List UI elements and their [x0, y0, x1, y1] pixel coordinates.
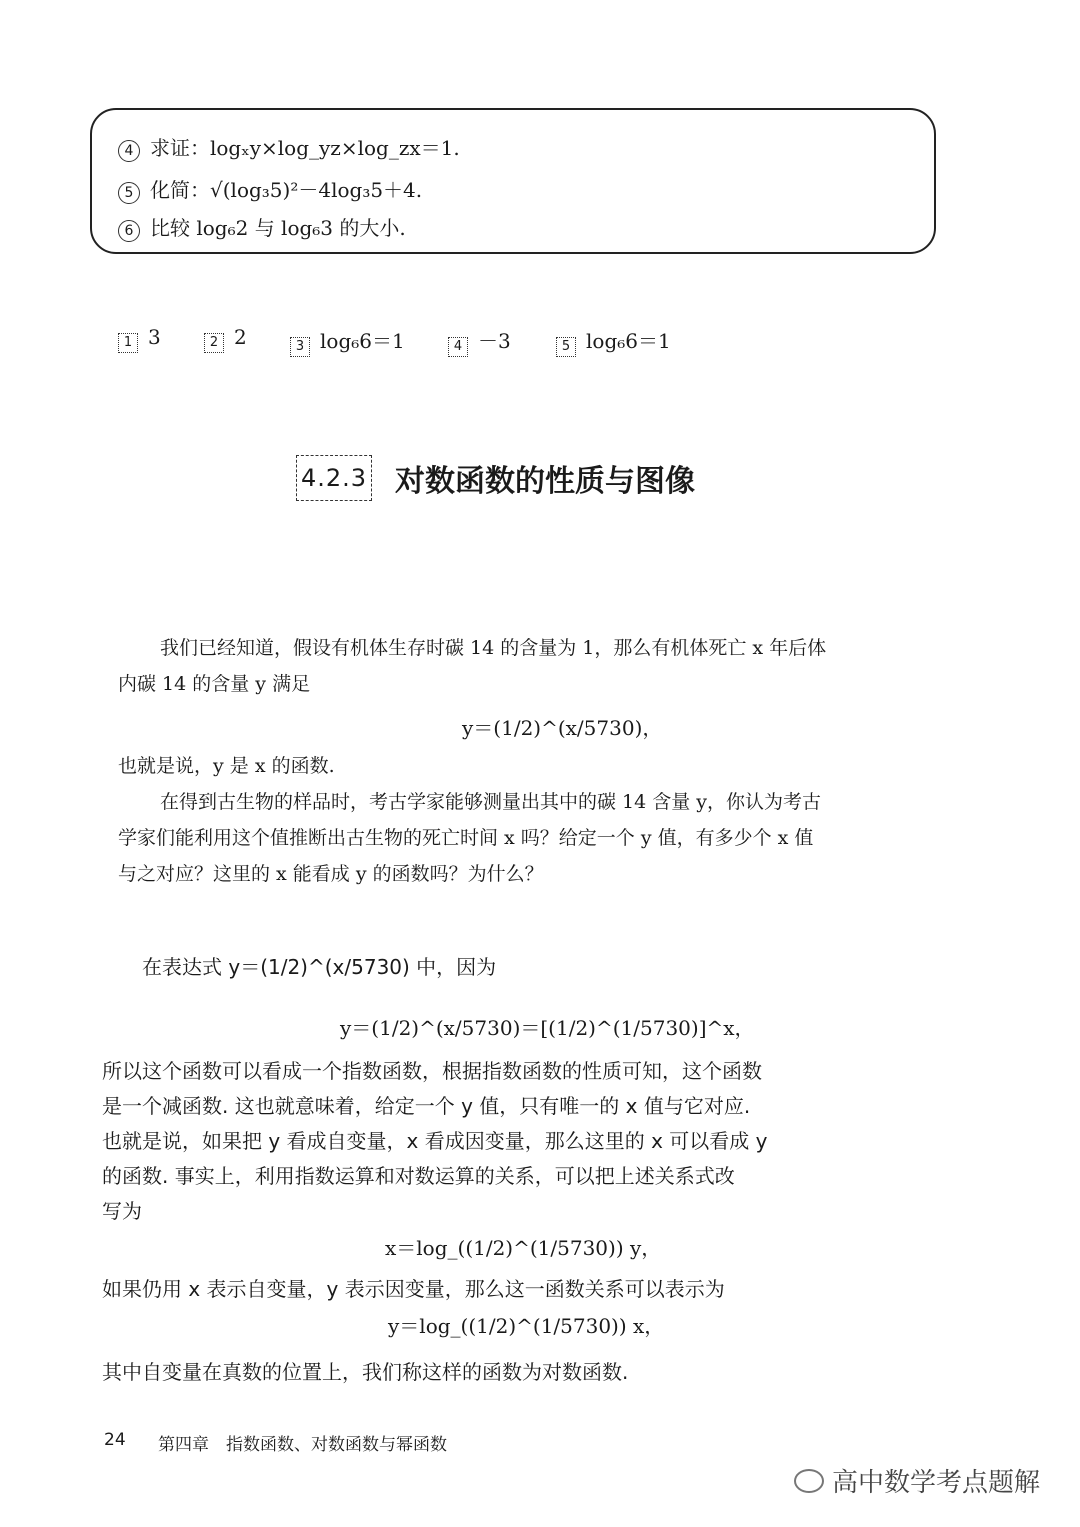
exercise-5: [118, 174, 422, 204]
answer-item: [448, 325, 511, 357]
wechat-icon: [794, 1469, 824, 1493]
answer-text: －3: [478, 329, 511, 353]
body-line-4: 的函数. 事实上，利用指数运算和对数运算的关系，可以把上述关系式改: [102, 1164, 735, 1188]
answer-number: 3: [290, 337, 310, 357]
answer-text: log₆6＝1: [586, 329, 671, 353]
answer-number: 5: [556, 337, 576, 357]
answer-number: 1: [118, 333, 138, 353]
watermark: [794, 1462, 1040, 1499]
body-formula-2: x＝log_((1/2)^(1/5730)) y，: [385, 1236, 662, 1260]
watermark-text: 高中数学考点题解: [831, 1468, 1040, 1498]
exercise-4: [118, 132, 460, 162]
body-line-7: 其中自变量在真数的位置上，我们称这样的函数为对数函数.: [102, 1360, 629, 1384]
chapter-title: 第四章 指数函数、对数函数与幂函数: [158, 1435, 447, 1455]
body-line-5: 写为: [102, 1199, 142, 1223]
exercise-text: 求证：logₓy×log_yz×log_zx＝1.: [150, 136, 460, 160]
body-lead: 在表达式 y＝(1/2)^(x/5730) 中，因为: [142, 955, 497, 979]
exercise-number: 4: [118, 140, 140, 162]
answer-item: [556, 325, 671, 357]
body-line-1: 所以这个函数可以看成一个指数函数，根据指数函数的性质可知，这个函数: [102, 1059, 762, 1083]
answer-item: [204, 325, 247, 353]
answer-text: log₆6＝1: [320, 329, 405, 353]
exercise-number: 5: [118, 182, 140, 204]
answer-text: 3: [148, 325, 161, 349]
body-line-3: 也就是说，如果把 y 看成自变量，x 看成因变量，那么这里的 x 可以看成 y: [102, 1129, 768, 1153]
question-line-2: 学家们能利用这个值推断出古生物的死亡时间 x 吗？给定一个 y 值，有多少个 x 值: [118, 827, 814, 849]
intro-line-2: 内碳 14 的含量 y 满足: [118, 673, 311, 695]
exercise-text: 化简：√(log₃5)²－4log₃5＋4.: [150, 178, 423, 202]
answer-text: 2: [234, 325, 247, 349]
answer-item: [118, 325, 161, 353]
exercise-text: 比较 log₆2 与 log₆3 的大小.: [150, 216, 406, 240]
body-line-2: 是一个减函数. 这也就意味着，给定一个 y 值，只有唯一的 x 值与它对应.: [102, 1094, 751, 1118]
question-line-3: 与之对应？这里的 x 能看成 y 的函数吗？为什么？: [118, 863, 544, 885]
page-number: 24: [104, 1430, 126, 1450]
exercise-number: 6: [118, 220, 140, 242]
body-line-6: 如果仍用 x 表示自变量，y 表示因变量，那么这一函数关系可以表示为: [102, 1277, 725, 1301]
answer-item: [290, 325, 405, 357]
intro-line-1: 我们已经知道，假设有机体生存时碳 14 的含量为 1，那么有机体死亡 x 年后体: [160, 637, 827, 659]
body-formula-1: y＝(1/2)^(x/5730)＝[(1/2)^(1/5730)]^x，: [340, 1016, 755, 1040]
intro-line-3: 也就是说，y 是 x 的函数.: [118, 755, 335, 777]
body-formula-3: y＝log_((1/2)^(1/5730)) x，: [388, 1314, 665, 1338]
question-line-1: 在得到古生物的样品时，考古学家能够测量出其中的碳 14 含量 y，你认为考古: [160, 791, 822, 813]
answer-number: 4: [448, 337, 468, 357]
answer-number: 2: [204, 333, 224, 353]
intro-formula: y＝(1/2)^(x/5730)，: [462, 716, 663, 740]
exercise-6: [118, 212, 406, 242]
section-number: 4.2.3: [296, 455, 372, 501]
section-title: 对数函数的性质与图像: [395, 464, 695, 499]
